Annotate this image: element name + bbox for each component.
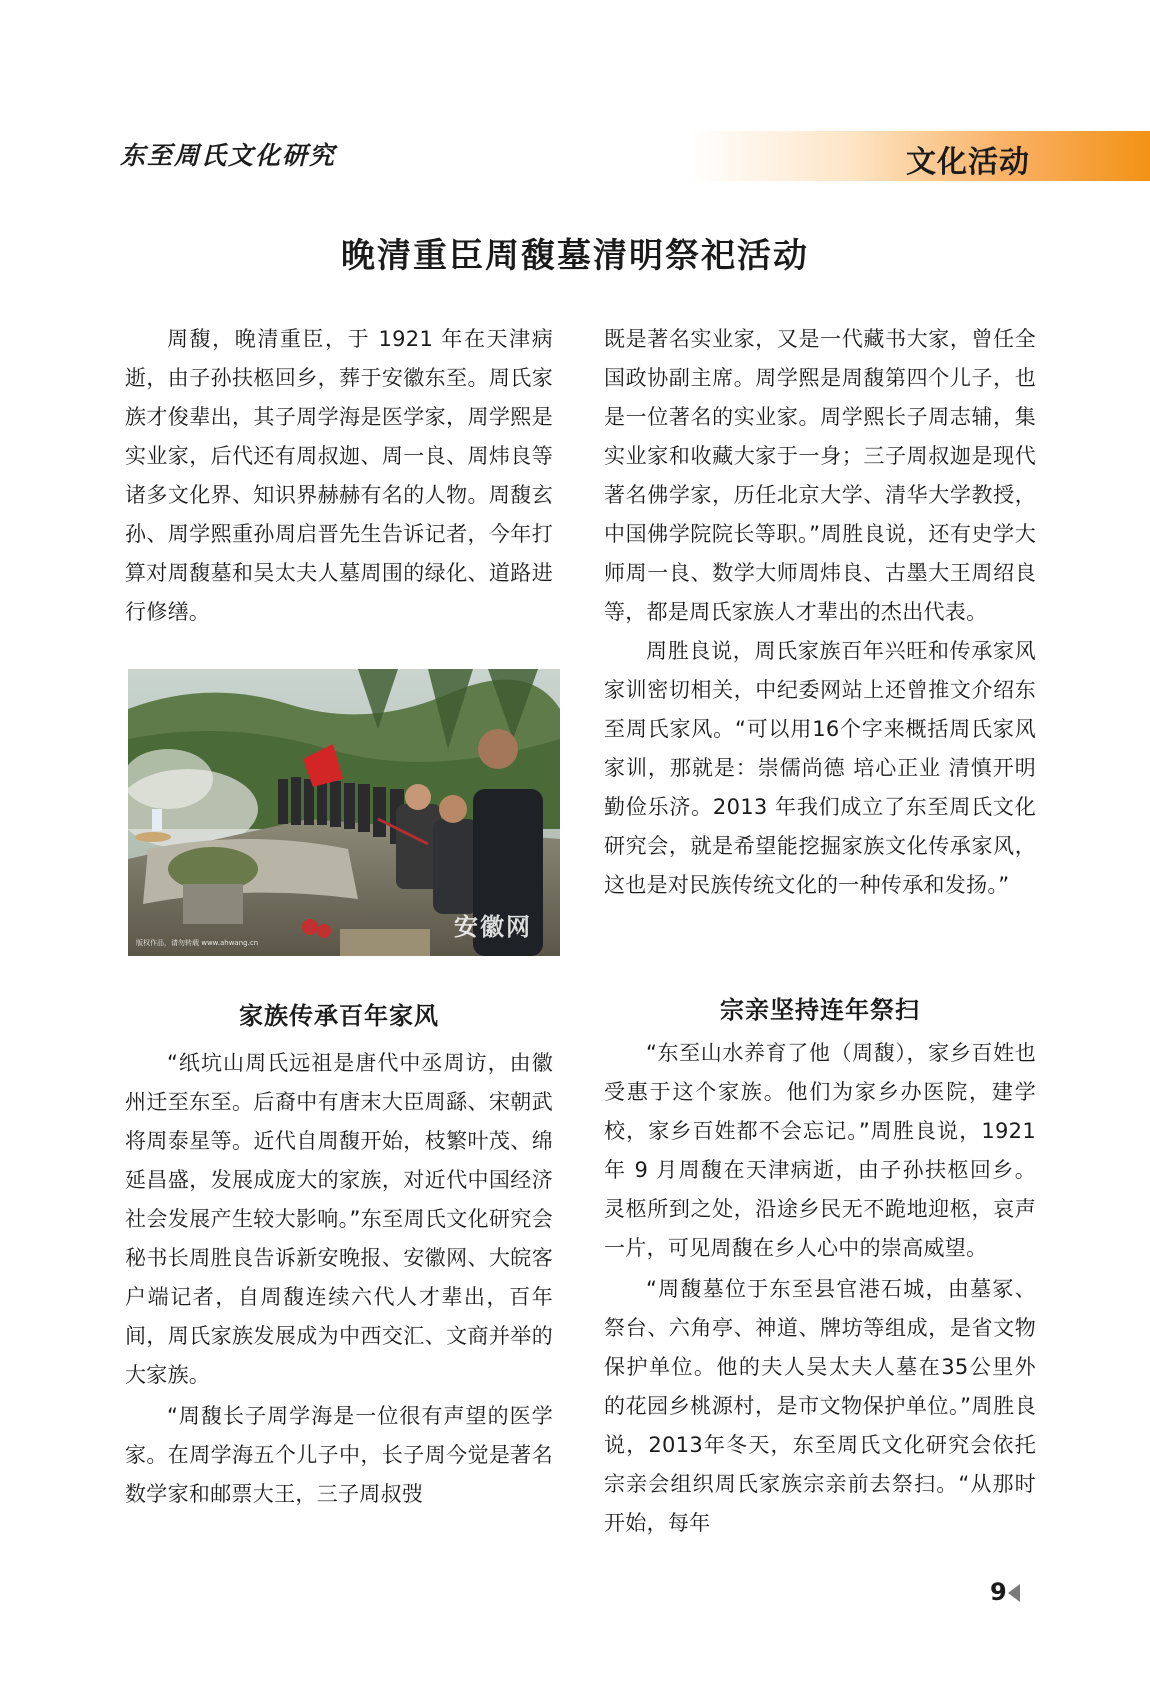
hometown-paragraph: “东至山水养育了他（周馥），家乡百姓也受惠于这个家族。他们为家乡办医院，建学校，家乡百姓都不会忘记。”周胜良说，1921 年 9 月周馥在天津病逝，由子孙扶柩回乡。灵柩所到之处，沿途乡民无不跪地迎柩，哀声一片，可见周馥在乡人心中的崇高威望。 [604, 1041, 1036, 1260]
family-history-paragraph: “纸坑山周氏远祖是唐代中丞周访，由徽州迁至东至。后裔中有唐末大臣周繇、宋朝武将周泰星等。近代自周馥开始，枝繁叶茂、绵延昌盛，发展成庞大的家族，对近代中国经济社会发展产生较大影响。”东至周氏文化研究会秘书长周胜良告诉新安晚报、安徽网、大皖客户端记者，自周馥连续六代人才辈出，百年间，周氏家族发展成为中西交汇、文商并举的大家族。 [125, 1051, 553, 1387]
left-column-body [125, 1044, 553, 1514]
photo-watermark: 安徽网 [454, 912, 532, 941]
right-column-top [604, 320, 1036, 905]
ceremony-photo [128, 669, 560, 956]
family-motto-paragraph: 周胜良说，周氏家族百年兴旺和传承家风家训密切相关，中纪委网站上还曾推文介绍东至周氏家风。“可以用16个字来概括周氏家风家训，那就是：崇儒尚德 培心正业 清慎开明 勤俭乐济。2013 年我们成立了东至周氏文化研究会，就是希望能挖掘家族文化传承家风，这也是对民族传统文化的一种传承和发扬。” [604, 639, 1036, 897]
article-title: 晚清重臣周馥墓清明祭祀活动 [341, 236, 809, 276]
tomb-paragraph: “周馥墓位于东至县官港石城，由墓冢、祭台、六角亭、神道、牌坊等组成，是省文物保护单位。他的夫人吴太夫人墓在35公里外的花园乡桃源村，是市文物保护单位。”周胜良说，2013年冬天，东至周氏文化研究会依托宗亲会组织周氏家族宗亲前去祭扫。“从那时开始，每年 [604, 1277, 1036, 1535]
section-title: 文化活动 [906, 145, 1030, 180]
page-arrow-icon [1008, 1584, 1020, 1602]
zhou-xuehai-paragraph: “周馥长子周学海是一位很有声望的医学家。在周学海五个儿子中，长子周今觉是著名数学家和邮票大王，三子周叔弢 [125, 1404, 553, 1506]
subheading-family-tradition: 家族传承百年家风 [239, 1002, 439, 1030]
left-column-intro [125, 320, 553, 632]
photo-credit: 版权作品，请勿转载 www.ahwang.cn [136, 939, 259, 947]
subheading-annual-worship: 宗亲坚持连年祭扫 [720, 996, 920, 1024]
page-number: 9 [990, 1578, 1007, 1606]
continuation-paragraph: 既是著名实业家，又是一代藏书大家，曾任全国政协副主席。周学熙是周馥第四个儿子，也是一位著名的实业家。周学熙长子周志辅，集实业家和收藏大家于一身；三子周叔迦是现代著名佛学家，历任北京大学、清华大学教授，中国佛学院院长等职。”周胜良说，还有史学大师周一良、数学大师周炜良、古墨大王周绍良等，都是周氏家族人才辈出的杰出代表。 [604, 327, 1036, 624]
journal-name: 东至周氏文化研究 [120, 141, 337, 170]
right-column-body [604, 1034, 1036, 1543]
intro-paragraph: 周馥，晚清重臣，于 1921 年在天津病逝，由子孙扶柩回乡，葬于安徽东至。周氏家族才俊辈出，其子周学海是医学家，周学熙是实业家，后代还有周叔迦、周一良、周炜良等诸多文化界、知识界赫赫有名的人物。周馥玄孙、周学熙重孙周启晋先生告诉记者，今年打算对周馥墓和吴太夫人墓周围的绿化、道路进行修缮。 [125, 327, 553, 624]
